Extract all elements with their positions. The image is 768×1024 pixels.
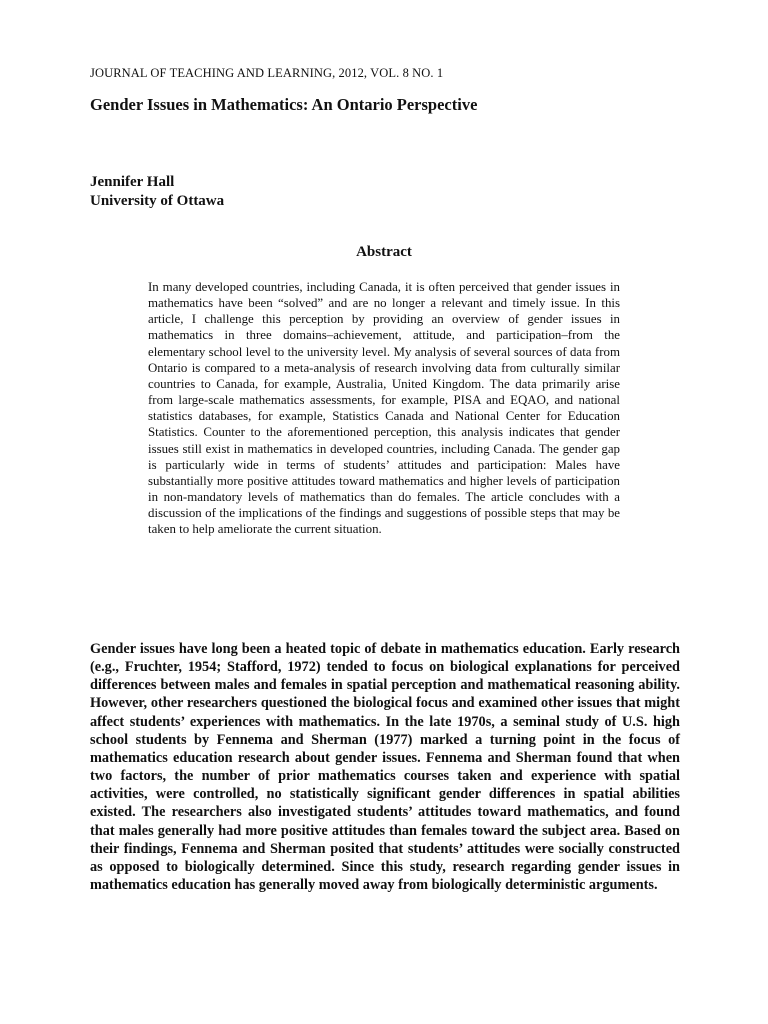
paper-title: Gender Issues in Mathematics: An Ontario Perspective [90,95,478,114]
abstract-text: In many developed countries, including Canada, it is often perceived that gender issues in mathematics have been “solved” and are no longer a relevant and timely issue. In this article, I challenge this perception by providing an overview of gender issues in mathematics in three domains–achievement, attitude, and participation–from the elementary school level to the university level. My analysis of several sources of data from Ontario is compared to a meta-analysis of research involving data from culturally similar countries to Canada, for example, Australia, United Kingdom. The data primarily arise from large-scale mathematics assessments, for example, PISA and EQAO, and national statistics databases, for example, Statistics Canada and National Center for Education Statistics. Counter to the aforementioned perception, this analysis indicates that gender issues still exist in mathematics in developed countries, including Canada. The gender gap is particularly wide in terms of students’ attitudes and participation: Males have substantially more positive attitudes toward mathematics and higher levels of participation in non-mandatory levels of mathematics than do females. The article concludes with a discussion of the implications of the findings and suggestions of possible steps that may be taken to help ameliorate the current situation. [148,280,620,537]
author-name: Jennifer Hall [90,174,175,190]
abstract-heading: Abstract [356,244,412,260]
journal-header: JOURNAL OF TEACHING AND LEARNING, 2012, VOL. 8 NO. 1 [90,66,444,80]
author-block [90,173,224,211]
body-paragraph: Gender issues have long been a heated topic of debate in mathematics education. Early research (e.g., Fruchter, 1954; Stafford, 1972) tended to focus on biological explanations for perceived differences between males and females in spatial perception and mathematical reasoning ability. However, other researchers questioned the biological focus and examined other issues that might affect students’ experiences with mathematics. In the late 1970s, a seminal study of U.S. high school students by Fennema and Sherman (1977) marked a turning point in the focus of mathematics education research about gender issues. Fennema and Sherman found that when two factors, the number of prior mathematics courses taken and experience with spatial activities, were controlled, no statistically significant gender differences in spatial abilities existed. The researchers also investigated students’ attitudes toward mathematics, and found that males generally had more positive attitudes than females toward the subject area. Based on their findings, Fennema and Sherman posited that students’ attitudes were socially constructed as opposed to biologically determined. Since this study, research regarding gender issues in mathematics education has generally moved away from biologically deterministic arguments. [90,641,680,894]
author-affiliation: University of Ottawa [90,193,225,209]
